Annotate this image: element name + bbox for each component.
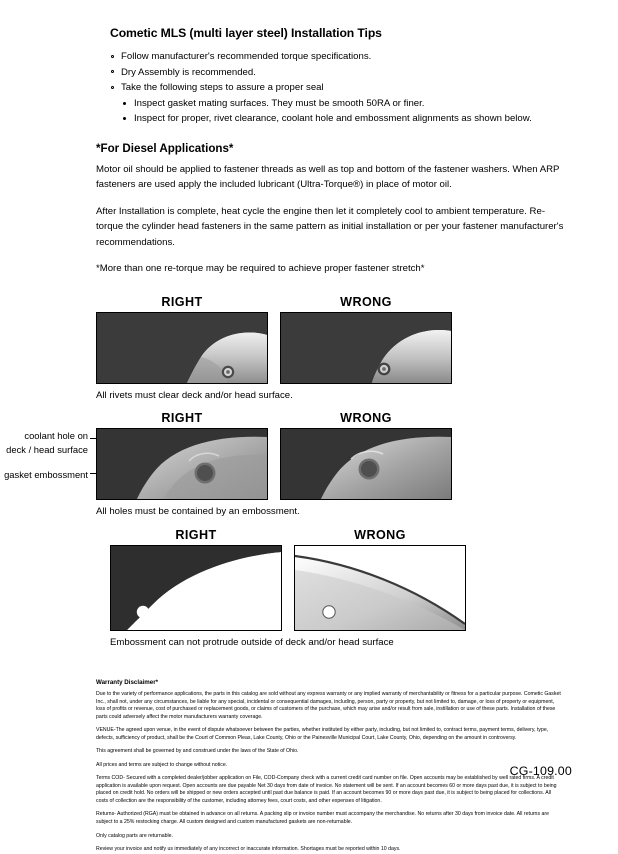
figure-label-right: RIGHT <box>161 411 203 426</box>
figure-caption-embossment: All holes must be contained by an embossment. <box>96 506 300 518</box>
tips-sublist <box>110 96 578 127</box>
figure-caption-rivets: All rivets must clear deck and/or head surface. <box>96 389 293 401</box>
warranty-paragraph: Review your invoice and notify us immediately of any incorrect or inaccurate information. Shortages must be reported within 10 days. <box>96 846 401 853</box>
figure-image-protrude-wrong <box>294 545 466 631</box>
warranty-paragraph: VENUE-The agreed upon venue, in the event of dispute whatsoever between the parties, whether instituted by either party, including, but not limited to, contract terms, payment terms, delivery, type, defects, sufficiency of product, shall be the Court of Common Pleas, Lake County, Ohio or the Painesville Municipal Court, Lake County, Ohio, depending on the amount in controversy. <box>96 727 549 741</box>
warranty-paragraph: All prices and terms are subject to change without notice. <box>96 761 228 768</box>
figure-image-rivet-wrong <box>280 312 452 384</box>
callout-coolant-hole: coolant hole on deck / head surface <box>6 430 88 455</box>
figure-row-embossment <box>4 411 566 518</box>
tips-list <box>110 49 578 96</box>
list-item: Inspect for proper, rivet clearance, coolant hole and embossment alignments as shown below. <box>121 111 578 127</box>
warranty-heading: Warranty Disclaimer* <box>96 679 159 687</box>
figure-image-emboss-right <box>96 428 268 500</box>
figure-protrude-right <box>110 528 282 631</box>
figure-emboss-right <box>96 411 268 500</box>
figure-label-wrong: WRONG <box>354 527 406 542</box>
list-item: Take the following steps to assure a proper seal <box>110 80 578 96</box>
figure-rivet-right <box>96 295 268 384</box>
list-item: Inspect gasket mating surfaces. They must be smooth 50RA or finer. <box>121 96 578 112</box>
figure-image-emboss-wrong <box>280 428 452 500</box>
figure-protrude-wrong <box>294 528 466 631</box>
warranty-paragraph: Due to the variety of performance applications, the parts in this catalog are sold without any express warranty or any implied warranty of merchantability or fitness for a particular purpose. Cometic Gasket Inc., shall not, under any circumstances, be liable for any special, incidental or consequential damages, including, person, party or property, but not limited to, damage, or loss of property or equipment, loss of profits or revenue, cost of purchased or replacement goods, or claims of customers of the purchase, which may arise and/or result from sale, instillation or use of these parts. Installation of these parts could adversely affect the motor manufacturers warranty coverage. <box>96 691 561 720</box>
warranty-section <box>96 679 562 854</box>
figures-area <box>4 294 566 649</box>
list-item: Dry Assembly is recommended. <box>110 65 578 81</box>
warranty-paragraph: Only catalog parts are returnable. <box>96 832 173 839</box>
section-heading-diesel: *For Diesel Applications* <box>96 141 234 155</box>
figure-label-wrong: WRONG <box>340 411 392 426</box>
figure-label-wrong: WRONG <box>340 294 392 309</box>
page-title: Cometic MLS (multi layer steel) Installation Tips <box>110 26 382 40</box>
warranty-paragraph: This agreement shall be governed by and construed under the laws of the State of Ohio. <box>96 748 299 755</box>
paragraph-retorque-note: *More than one re-torque may be required to achieve proper fastener stretch* <box>96 263 425 275</box>
document-number: CG-109.00 <box>509 764 572 778</box>
figure-row-protrude <box>96 528 566 649</box>
figure-image-rivet-right <box>96 312 268 384</box>
paragraph-motor-oil: Motor oil should be applied to fastener threads as well as top and bottom of the fastener washers. When ARP fasteners are used apply the included lubricant (Ultra-Torque®) in place of motor oil. <box>96 163 560 191</box>
warranty-paragraph: Returns- Authorized (RGA) must be obtained in advance on all returns. A packing slip or invoice number must accompany the merchandise. No returns after 30 days from invoice date. All returns are subject to a 25% restocking charge. All custom designed and custom manufactured gaskets are non-returnable. <box>96 811 549 826</box>
figure-image-protrude-right <box>110 545 282 631</box>
figure-label-right: RIGHT <box>161 294 203 309</box>
callout-gasket-embossment: gasket embossment <box>4 469 88 481</box>
figure-row-rivets <box>96 295 566 402</box>
paragraph-heat-cycle: After Installation is complete, heat cycle the engine then let it completely cool to ambient temperature. Re-torque the cylinder head fasteners in the same pattern as initial installation or per your fastener manufacturer's recommendations. <box>96 205 564 248</box>
figure-rivet-wrong <box>280 295 452 384</box>
figure-caption-protrude: Embossment can not protrude outside of deck and/or head surface <box>110 636 394 648</box>
figure-label-right: RIGHT <box>175 527 217 542</box>
list-item: Follow manufacturer's recommended torque specifications. <box>110 49 578 65</box>
warranty-paragraph: Terms COD- Secured with a completed dealer/jobber application on File, COD-Company check with a current credit card number on file. Open accounts may be established by well rated firms. A credit application is available upon request. Open accounts are due payable Net 30 days from date of invoice. No statement will be sent. If an account becomes 60 or more days past due, it is subject to being placed on credit hold. No orders will be shipped or new orders accepted until past due balance is paid. If an account becomes 90 or more days past due, it is subject to being placed for collections. All costs of collection are the responsibility of the customer, including attorney fees, court costs, and other expenses of litigation. <box>96 775 557 804</box>
figure-emboss-wrong <box>280 411 452 500</box>
